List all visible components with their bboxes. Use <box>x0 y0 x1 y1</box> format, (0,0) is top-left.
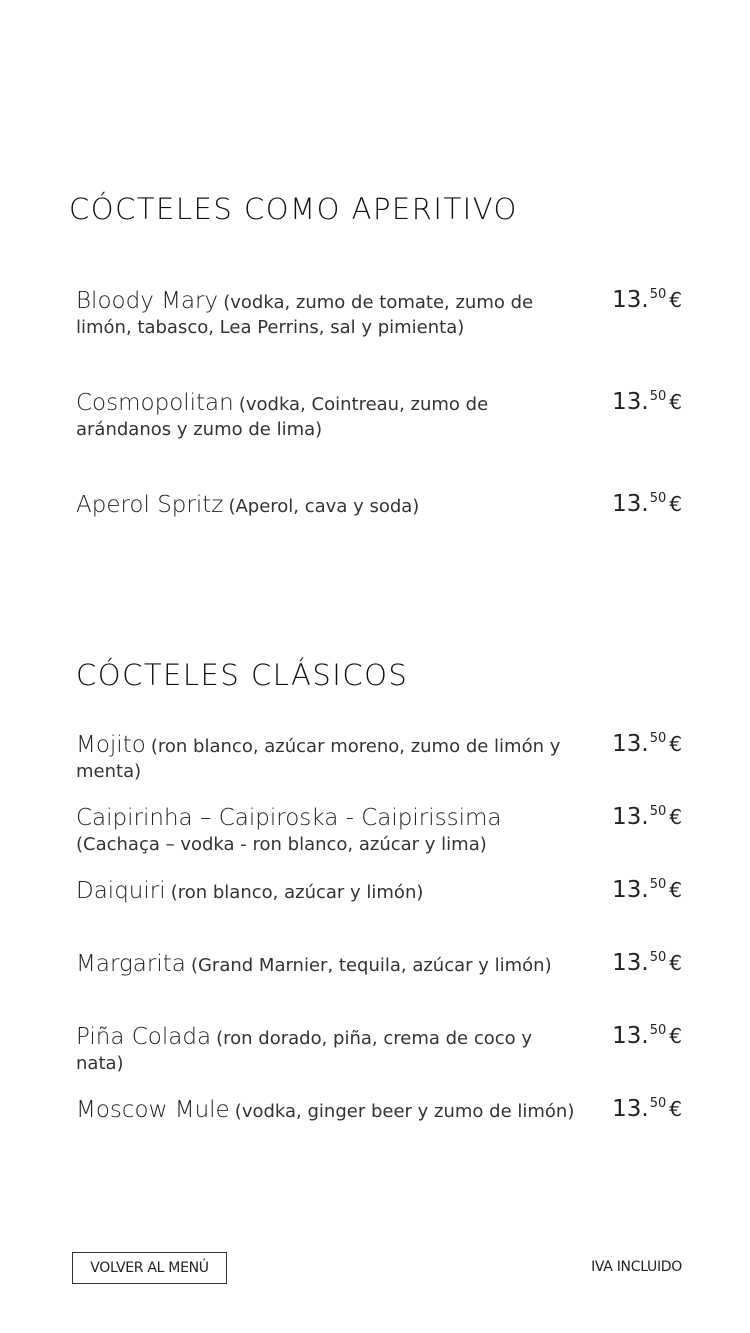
item-price: 13.50 € <box>612 950 682 976</box>
item-name: Caipirinha – Caipiroska - Caipirissima <box>76 805 502 831</box>
item-name: Bloody Mary <box>76 288 219 314</box>
item-name: Mojito <box>76 732 146 758</box>
item-ingredients: (Grand Marnier, tequila, azúcar y limón) <box>190 955 552 976</box>
item-name: Cosmopolitan <box>76 390 234 416</box>
section-title-aperitivo: CÓCTELES COMO APERITIVO <box>69 192 518 226</box>
item-price: 13.50 € <box>612 1023 682 1049</box>
menu-item <box>76 879 682 905</box>
tax-included-note: IVA INCLUIDO <box>591 1259 682 1275</box>
item-ingredients: (Cachaça – vodka - ron blanco, azúcar y lima) <box>76 834 487 855</box>
menu-item <box>76 493 682 519</box>
back-to-menu-button[interactable]: VOLVER AL MENÚ <box>72 1252 227 1284</box>
item-price: 13.50 € <box>612 731 682 757</box>
item-ingredients: (vodka, ginger beer y zumo de limón) <box>234 1101 575 1122</box>
item-name: Margarita <box>76 951 186 977</box>
item-price: 13.50 € <box>612 804 682 830</box>
menu-item <box>76 1098 682 1124</box>
menu-item <box>76 391 682 442</box>
item-ingredients: (ron blanco, azúcar y limón) <box>170 882 424 903</box>
item-price: 13.50 € <box>612 877 682 903</box>
item-price: 13.50 € <box>612 287 682 313</box>
item-name: Moscow Mule <box>76 1097 230 1123</box>
item-name: Piña Colada <box>76 1024 212 1050</box>
item-name: Daiquiri <box>76 878 166 904</box>
item-price: 13.50 € <box>612 491 682 517</box>
item-name: Aperol Spritz <box>76 492 224 518</box>
item-price: 13.50 € <box>612 389 682 415</box>
section-title-clasicos: CÓCTELES CLÁSICOS <box>76 658 409 692</box>
item-ingredients: (Aperol, cava y soda) <box>228 496 420 517</box>
item-ingredients: (ron blanco, azúcar moreno, zumo de limón y menta) <box>76 736 561 782</box>
menu-item <box>76 952 682 978</box>
item-price: 13.50 € <box>612 1096 682 1122</box>
item-ingredients: (vodka, Cointreau, zumo de arándanos y zumo de lima) <box>76 394 489 440</box>
menu-item <box>76 289 682 340</box>
menu-item <box>76 1025 682 1076</box>
menu-item <box>76 806 682 857</box>
menu-item <box>76 733 682 784</box>
item-ingredients: (vodka, zumo de tomate, zumo de limón, tabasco, Lea Perrins, sal y pimienta) <box>76 292 534 338</box>
item-ingredients: (ron dorado, piña, crema de coco y nata) <box>76 1028 533 1074</box>
